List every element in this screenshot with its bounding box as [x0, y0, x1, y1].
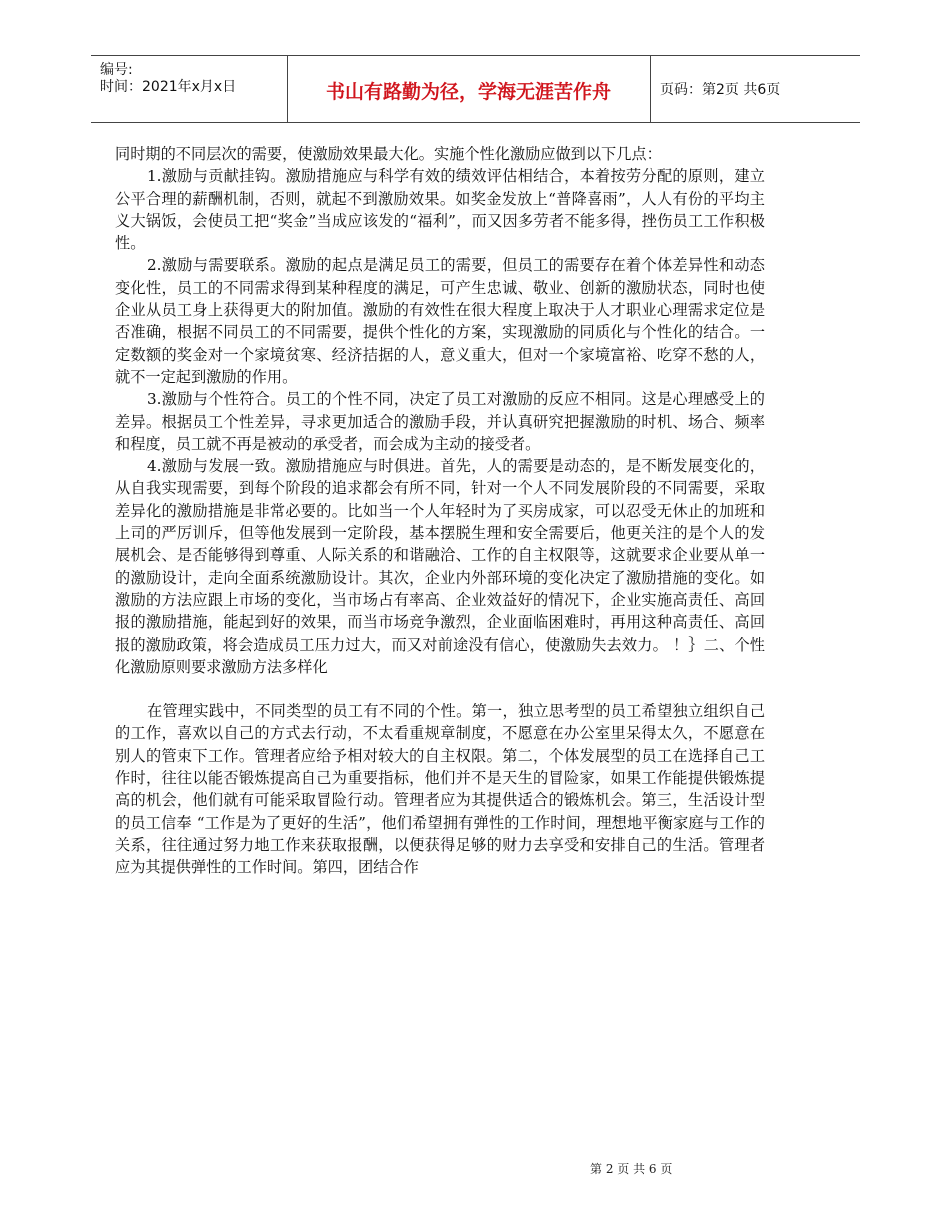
header-motto: 书山有路勤为径，学海无涯苦作舟 [325, 81, 611, 103]
header-page-info: 页码：第2页 共6页 [660, 82, 781, 98]
paragraph: 2.激励与需要联系。激励的起点是满足员工的需要，但员工的需要存在着个体差异性和动态变化性，员工的不同需求得到某种程度的满足，可产生忠诚、敬业、创新的激励状态，同时也使企业从员工身上获得更大的附加值。激励的有效性在很大程度上取决于人才职业心理需求定位是否准确，根据不同员工的不同需要，提供个性化的方案，实现激励的同质化与个性化的结合。一定数额的奖金对一个家境贫寒、经济拮据的人，意义重大，但对一个家境富裕、吃穿不愁的人，就不一定起到激励的作用。 [115, 256, 765, 386]
paragraph: 在管理实践中，不同类型的员工有不同的个性。第一，独立思考型的员工希望独立组织自己的工作，喜欢以自己的方式去行动，不太看重规章制度，不愿意在办公室里呆得太久，不愿意在别人的管束下工作。管理者应给予相对较大的自主权限。第二，个体发展型的员工在选择自己工作时，往往以能否锻炼提高自己为重要指标，他们并不是天生的冒险家，如果工作能提供锻炼提高的机会，他们就有可能采取冒险行动。管理者应为其提供适合的锻炼机会。第三，生活设计型的员工信奉 “工作是为了更好的生活”，他们希望拥有弹性的工作时间，理想地平衡家庭与工作的关系，往往通过努力地工作来获取报酬，以便获得足够的财力去享受和安排自己的生活。管理者应为其提供弹性的工作时间。第四，团结合作 [115, 702, 765, 877]
document-number-label: 编号: [100, 62, 133, 78]
document-body [115, 143, 765, 879]
page-footer: 第 2 页 共 6 页 [590, 1162, 673, 1176]
page-header [91, 55, 860, 123]
document-time-label: 时间：2021年x月x日 [100, 79, 237, 95]
paragraph: 1.激励与贡献挂钩。激励措施应与科学有效的绩效评估相结合，本着按劳分配的原则，建立公平合理的薪酬机制，否则，就起不到激励效果。如奖金发放上“普降喜雨”，人人有份的平均主义大锅饭，会使员工把“奖金”当成应该发的“福利”，而又因多劳者不能多得，挫伤员工工作积极性。 [115, 167, 765, 253]
paragraph: 同时期的不同层次的需要，使激励效果最大化。实施个性化激励应做到以下几点： [115, 145, 662, 163]
paragraph-gap [115, 678, 765, 700]
paragraph: 3.激励与个性符合。员工的个性不同，决定了员工对激励的反应不相同。这是心理感受上的差异。根据员工个性差异，寻求更加适合的激励手段，并认真研究把握激励的时机、场合、频率和程度，员工就不再是被动的承受者，而会成为主动的接受者。 [115, 390, 765, 453]
header-divider [650, 56, 651, 122]
paragraph: 4.激励与发展一致。激励措施应与时俱进。首先，人的需要是动态的，是不断发展变化的，从自我实现需要，到每个阶段的追求都会有所不同，针对一个人不同发展阶段的不同需要，采取差异化的激励措施是非常必要的。比如当一个人年轻时为了买房成家，可以忍受无休止的加班和上司的严厉训斥，但等他发展到一定阶段，基本摆脱生理和安全需要后，他更关注的是个人的发展机会、是否能够得到尊重、人际关系的和谐融洽、工作的自主权限等，这就要求企业要从单一的激励设计，走向全面系统激励设计。其次，企业内外部环境的变化决定了激励措施的变化。如激励的方法应跟上市场的变化，当市场占有率高、企业效益好的情况下，企业实施高责任、高回报的激励措施，能起到好的效果，而当市场竞争激烈，企业面临困难时，再用这种高责任、高回报的激励政策，将会造成员工压力过大，而又对前途没有信心，使激励失去效力。 ！｝二、个性化激励原则要求激励方法多样化 [115, 457, 765, 676]
